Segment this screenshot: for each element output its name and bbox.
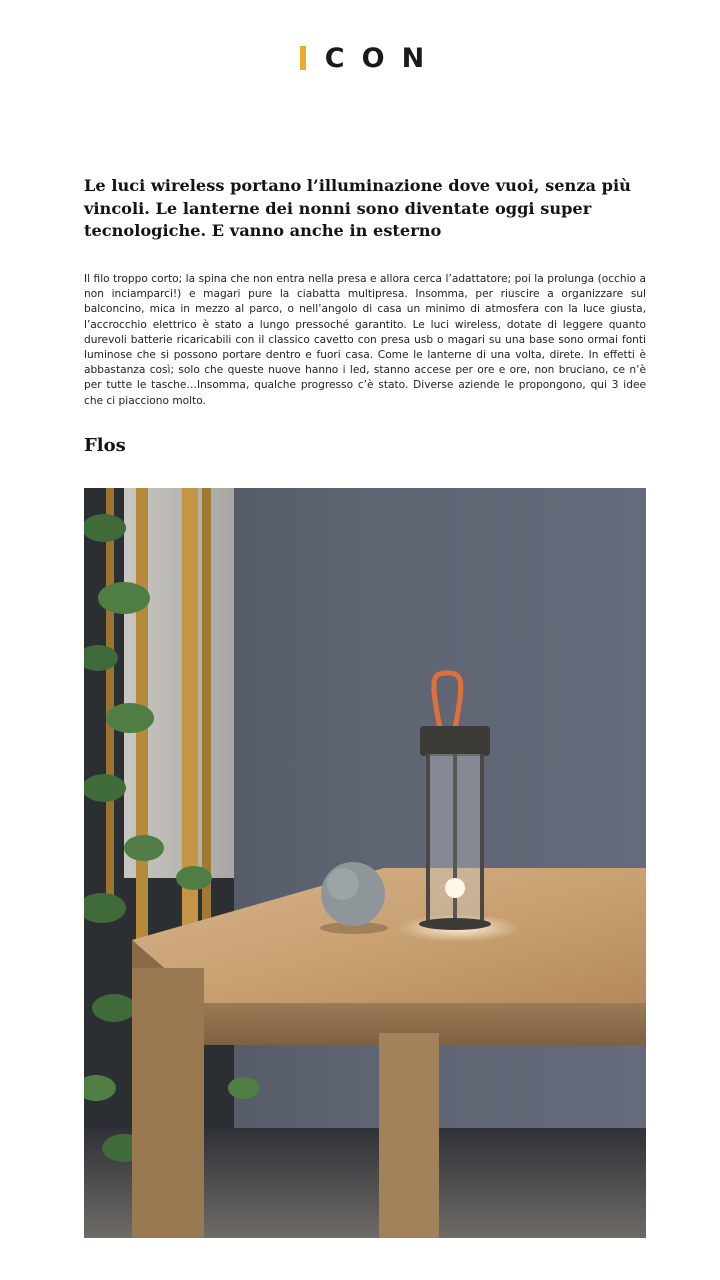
icon-logo[interactable] (296, 42, 425, 74)
site-header (0, 38, 720, 78)
logo-letter-n: N (401, 42, 425, 74)
lamp-cap (420, 726, 490, 756)
flos-lamp-photo (84, 488, 646, 1238)
logo-accent-bar (300, 46, 306, 70)
table-leg-left (132, 968, 204, 1238)
photo-illustration (84, 488, 646, 1238)
article-headline: Le luci wireless portano l’illuminazione dove vuoi, senza più vincoli. Le lanterne dei nonni sono diventate oggi super tecnologiche. E vanno anche in esterno (84, 176, 631, 240)
logo-letter-c: C (324, 42, 345, 74)
logo-letter-o: O (361, 42, 385, 74)
section-title-flos: Flos (84, 435, 126, 456)
lamp-bulb (445, 878, 465, 898)
article-body: Il filo troppo corto; la spina che non entra nella presa e allora cerca l’adattatore; poi la prolunga (occhio a non inciamparci!) e magari pure la ciabatta multipresa. Insomma, per riuscire a organizzare sul balconcino, mica in mezzo al parco, o nell’angolo di casa un minimo di atmosfera con la luce giusta, l’accrocchio elettrico è stato a lungo pressoché garantito. Le luci wireless, dotate di leggere quanto durevoli batterie ricaricabili con il classico cavetto con presa usb o magari su una base sono ormai fonti luminose che si possono portare dentro e fuori casa. Come le lanterne di una volta, direte. In effetti è abbastanza così; solo che queste nuove hanno i led, stanno accese per ore e ore, non bruciano, ce n’è per tutte le tasche…Insomma, qualche progresso c’è stato. Diverse aziende le propongono, qui 3 idee che ci piacciono molto. (84, 273, 646, 407)
table-leg-right (379, 1033, 439, 1238)
